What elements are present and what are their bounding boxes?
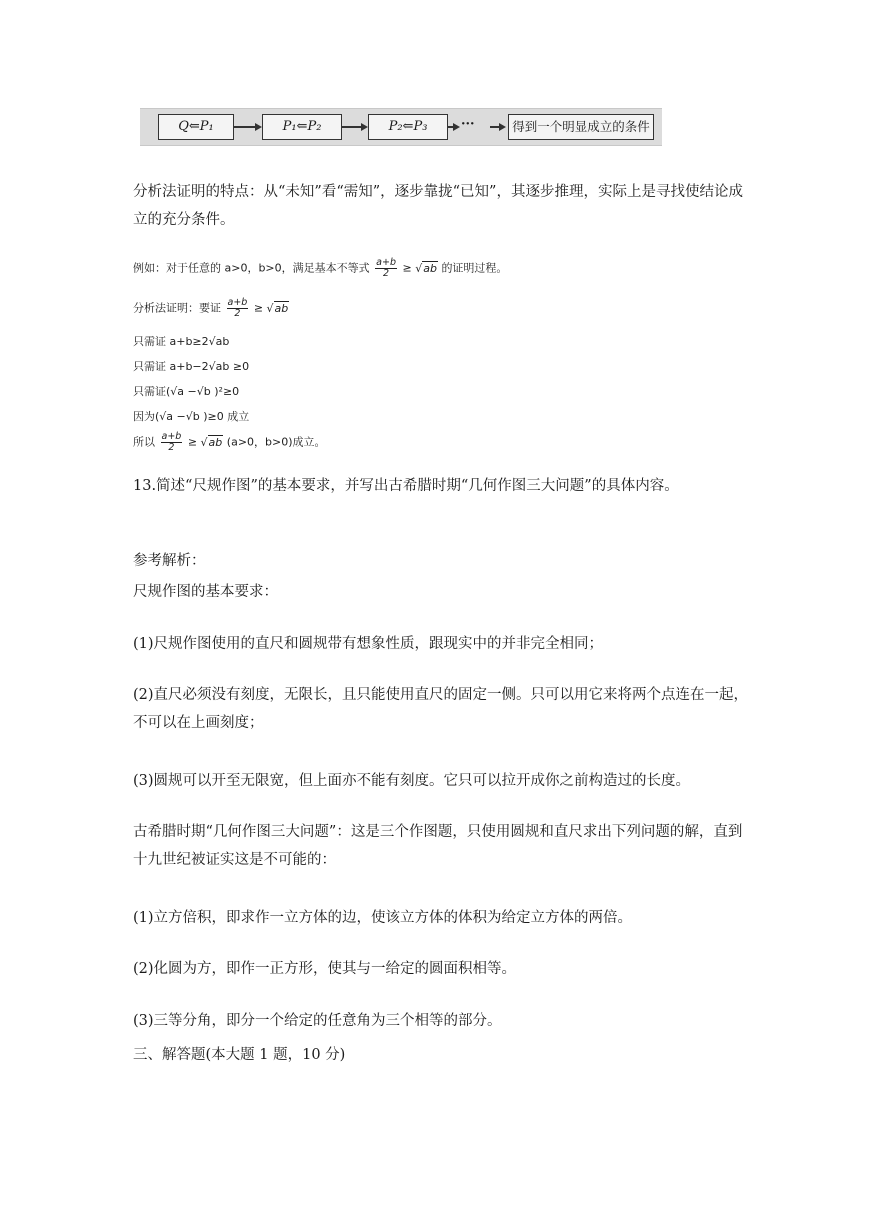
requirement-2: (2)直尺必须没有刻度，无限长，且只能使用直尺的固定一侧。只可以用它来将两个点连在一起，不可以在上画刻度； [133,687,749,731]
example-line-1 [133,298,289,319]
analysis-feature-paragraph: 分析法证明的特点：从“未知”看“需知”，逐步靠拢“已知”，其逐步推理，实际上是寻找使结论成立的充分条件。 [133,184,743,228]
question-13: 13.简述“尺规作图”的基本要求，并写出古希腊时期“几何作图三大问题”的具体内容。 [133,478,679,494]
fraction-a-plus-b-over-2: $\frac{a+b}{2}$ [376,257,396,279]
example-intro-tail: 的证明过程。 [441,261,508,275]
fraction-a-plus-b-over-2: $\frac{a+b}{2}$ [227,297,248,319]
flow-box-1: Q⇐P₁ [158,114,234,140]
flow-box-2: P₁⇐P₂ [262,114,342,140]
example-intro [133,258,507,279]
ge-symbol: ≥ [402,261,412,275]
sqrt-ab: √ab [200,435,223,449]
ge-symbol: ≥ [187,435,198,449]
example-line-6-text: 所以 [133,435,155,449]
example-line-2: 只需证 a+b≥2√ab [133,335,230,348]
fraction-a-plus-b-over-2: $\frac{a+b}{2}$ [161,431,182,453]
flow-box-3: P₂⇐P₃ [368,114,448,140]
requirement-1: (1)尺规作图使用的直尺和圆规带有想象性质，跟现实中的并非完全相同； [133,636,604,652]
problem-3: (3)三等分角，即分一个给定的任意角为三个相等的部分。 [133,1013,502,1029]
example-line-5: 因为(√a −√b )≥0 成立 [133,410,250,423]
example-intro-text: 例如：对于任意的 a>0，b>0，满足基本不等式 [133,261,370,275]
problem-1: (1)立方倍积，即求作一立方体的边，使该立方体的体积为给定立方体的两倍。 [133,910,633,926]
example-line-3: 只需证 a+b−2√ab ≥0 [133,360,250,373]
section-3-heading: 三、解答题(本大题 1 题，10 分) [133,1047,346,1063]
example-line-6 [133,432,326,453]
flow-ellipsis: ··· [461,117,475,132]
sqrt-ab: √ab [266,301,289,315]
sqrt-ab: √ab [415,261,437,275]
ge-symbol: ≥ [253,301,264,315]
problem-2: (2)化圆为方，即作一正方形，使其与一给定的圆面积相等。 [133,961,517,977]
flow-diagram [140,108,662,146]
example-line-4: 只需证(√a −√b )²≥0 [133,385,240,398]
flow-arrow-4 [490,126,504,128]
reference-label: 参考解析： [133,553,206,569]
flow-arrow-1 [234,126,260,128]
flow-arrow-3 [448,126,458,128]
three-problems-intro: 古希腊时期“几何作图三大问题”：这是三个作图题，只使用圆规和直尺求出下列问题的解，直到十九世纪被证实这是不可能的： [133,824,743,868]
basic-requirements-title: 尺规作图的基本要求： [133,584,278,600]
requirement-3: (3)圆规可以开至无限宽，但上面亦不能有刻度。它只可以拉开成你之前构造过的长度。 [133,773,691,789]
flow-box-final: 得到一个明显成立的条件 [508,114,654,140]
example-line-1-text: 分析法证明：要证 [133,301,221,315]
flow-arrow-2 [342,126,366,128]
example-line-6-tail: (a>0，b>0)成立。 [226,435,326,449]
